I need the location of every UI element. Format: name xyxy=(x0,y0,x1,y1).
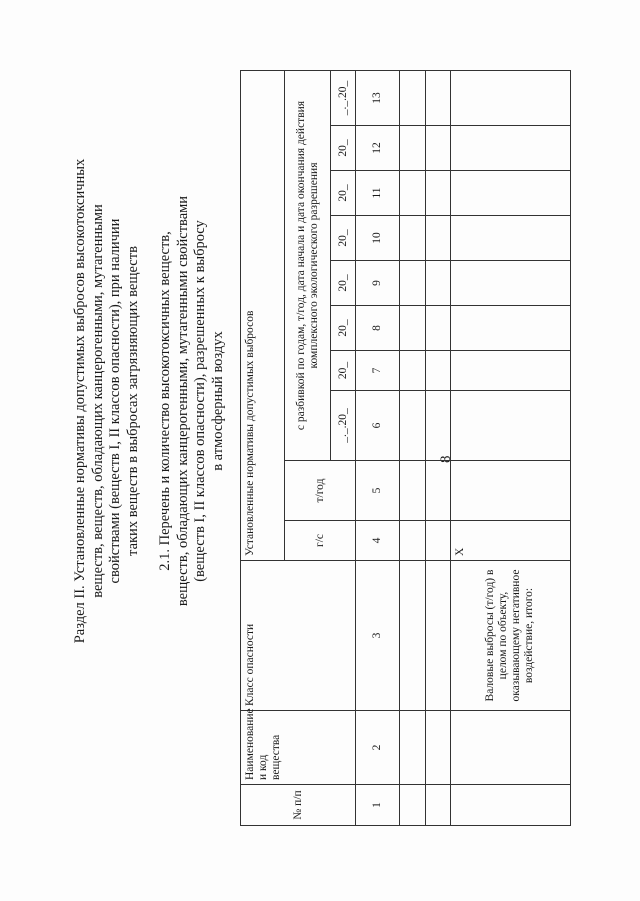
table-cell xyxy=(400,126,425,171)
total-label: Валовые выбросы (т/год) в целом по объекту, оказывающему негативное воздействие, итого: xyxy=(450,561,570,711)
table-cell xyxy=(425,785,450,826)
table-cell xyxy=(425,391,450,461)
header-g-per-s: г/с xyxy=(285,521,356,561)
header-year: 20_ xyxy=(331,306,356,351)
table-cell xyxy=(450,391,570,461)
column-number: 11 xyxy=(356,171,400,216)
table-cell xyxy=(450,126,570,171)
table-row xyxy=(400,71,425,826)
table-cell xyxy=(425,521,450,561)
header-year: 20_ xyxy=(331,261,356,306)
header-year: 20_ xyxy=(331,171,356,216)
header-year: 20_ xyxy=(331,216,356,261)
table-cell xyxy=(450,261,570,306)
table-cell xyxy=(400,521,425,561)
header-year: 20_ xyxy=(331,351,356,391)
column-number: 9 xyxy=(356,261,400,306)
table-cell xyxy=(400,216,425,261)
table-cell xyxy=(400,461,425,521)
table-cell xyxy=(425,216,450,261)
emission-norms-table xyxy=(240,70,571,826)
table-cell xyxy=(450,711,570,785)
header-hazard-class: Класс опасности xyxy=(241,561,356,711)
table-cell xyxy=(450,71,570,126)
header-yearly-breakdown: с разбивкой по годам, т/год, дата начала и дата окончания действия комплексного экологического разрешения xyxy=(285,71,331,461)
subsection-title-line: в атмосферный воздух xyxy=(209,331,226,471)
page-number: 8 xyxy=(438,455,454,463)
section-title xyxy=(72,31,142,771)
header-year-last: _._.20_ xyxy=(331,71,356,126)
table-row xyxy=(425,71,450,826)
table-cell xyxy=(400,561,425,711)
subsection-title-line: веществ, обладающих канцерогенными, мутагенными свойствами xyxy=(174,195,191,607)
column-number: 8 xyxy=(356,306,400,351)
total-row xyxy=(450,71,570,826)
column-number: 5 xyxy=(356,461,400,521)
column-number: 4 xyxy=(356,521,400,561)
column-number: 6 xyxy=(356,391,400,461)
table-cell xyxy=(425,261,450,306)
table-cell xyxy=(400,391,425,461)
table-cell xyxy=(450,171,570,216)
table-cell xyxy=(400,261,425,306)
header-num: № п/п xyxy=(241,785,356,826)
total-mark: X xyxy=(450,521,570,561)
subsection-title xyxy=(157,31,227,771)
table-cell xyxy=(425,561,450,711)
table-cell xyxy=(400,171,425,216)
column-number: 3 xyxy=(356,561,400,711)
subsection-title-line: 2.1. Перечень и количество высокотоксичных веществ, xyxy=(157,231,173,571)
table-cell xyxy=(400,351,425,391)
section-title-line: свойствами (веществ I, II классов опасности), при наличии xyxy=(107,218,123,584)
column-number: 1 xyxy=(356,785,400,826)
table-cell xyxy=(425,71,450,126)
table-cell xyxy=(450,216,570,261)
table-cell xyxy=(425,711,450,785)
column-number: 10 xyxy=(356,216,400,261)
subsection-title-line: (веществ I, II классов опасности), разрешенных к выбросу xyxy=(192,220,208,582)
table-cell xyxy=(450,461,570,521)
table-cell xyxy=(450,306,570,351)
table-cell xyxy=(400,785,425,826)
table-cell xyxy=(425,126,450,171)
column-number: 7 xyxy=(356,351,400,391)
column-number: 12 xyxy=(356,126,400,171)
table-cell xyxy=(425,461,450,521)
table-cell xyxy=(400,306,425,351)
column-number-row xyxy=(356,71,400,826)
header-year: 20_ xyxy=(331,126,356,171)
section-title-line: Раздел II. Установленные нормативы допустимых выбросов высокотоксичных xyxy=(72,158,88,644)
column-number: 2 xyxy=(356,711,400,785)
table-cell xyxy=(425,351,450,391)
table-cell xyxy=(400,711,425,785)
table-cell xyxy=(425,171,450,216)
table-cell xyxy=(400,71,425,126)
column-number: 13 xyxy=(356,71,400,126)
header-t-per-year: т/год xyxy=(285,461,356,521)
table-cell xyxy=(425,306,450,351)
section-title-line: веществ, веществ, обладающих канцерогенными, мутагенными xyxy=(89,204,106,598)
table-cell xyxy=(450,351,570,391)
header-substance-name: Наименование и код вещества xyxy=(241,711,356,785)
table-cell xyxy=(450,785,570,826)
header-established-norms: Установленные нормативы допустимых выбросов xyxy=(241,71,285,561)
header-year-first: _._.20_ xyxy=(331,391,356,461)
section-title-line: таких веществ в выбросах загрязняющих веществ xyxy=(124,246,141,556)
